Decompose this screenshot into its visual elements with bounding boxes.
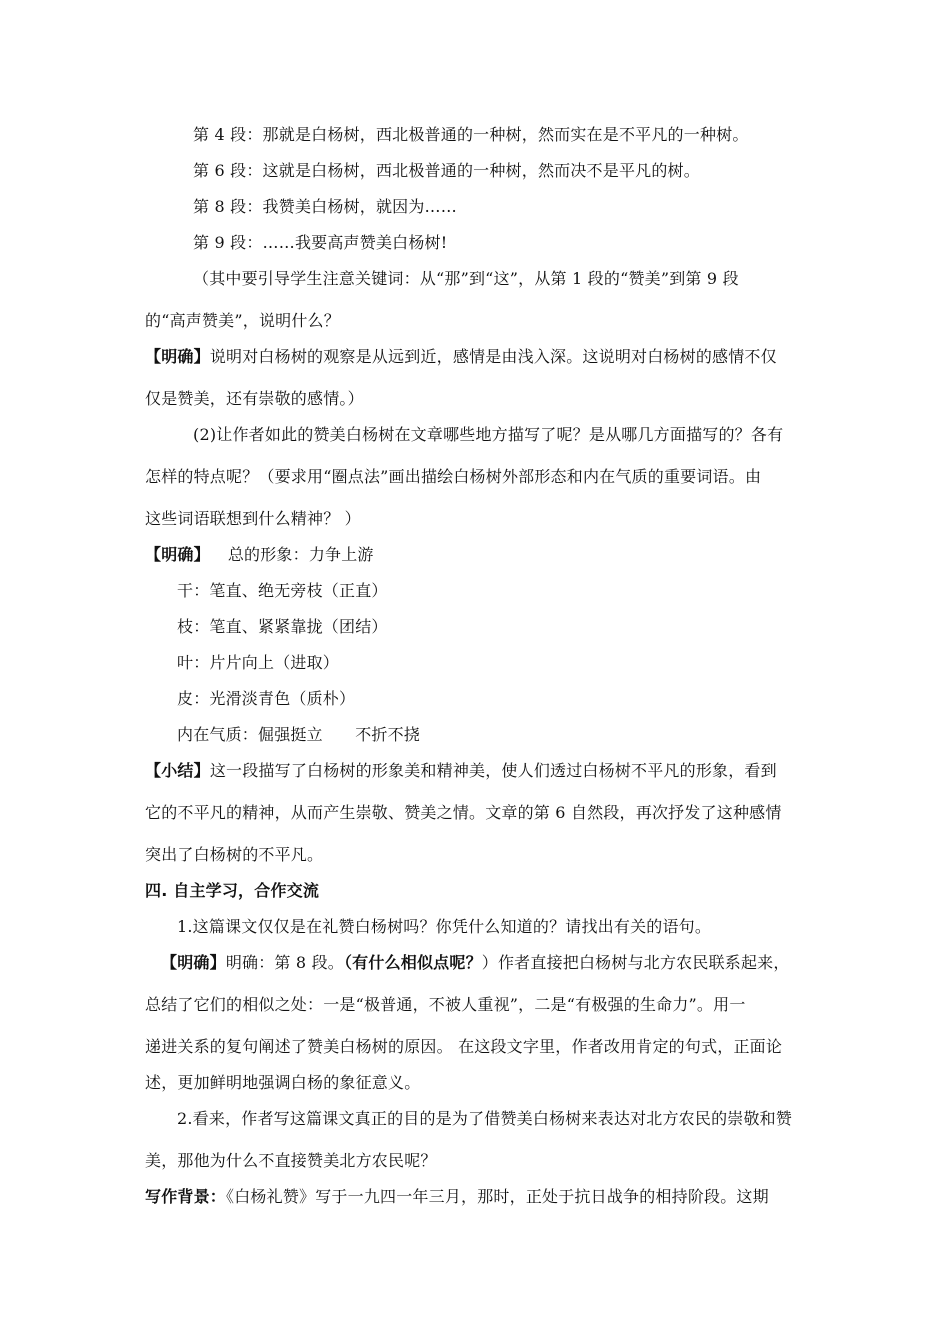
background-label: 写作背景： (145, 1187, 227, 1206)
answer-label: 【明确】 (145, 347, 210, 366)
background-text: 《白杨礼赞》写于一九四一年三月，那时，正处于抗日战争的相持阶段。这期 (226, 1187, 769, 1206)
trait-bark: 皮：光滑淡青色（质朴） (177, 689, 356, 708)
answer-block-3-line-4: 述，更加鲜明地强调白杨的象征意义。 (145, 1073, 421, 1092)
study-question-1: 1.这篇课文仅仅是在礼赞白杨树吗？你凭什么知道的？请找出有关的语句。 (177, 917, 712, 936)
teaching-note-line-1: （其中要引导学生注意关键词：从“那”到“这”，从第 1 段的“赞美”到第 9 段 (193, 269, 739, 288)
summary-text: 这一段描写了白杨树的形象美和精神美，使人们透过白杨树不平凡的形象，看到 (209, 761, 777, 780)
paragraph-4-quote: 第 4 段：那就是白杨树，西北极普通的一种树，然而实在是不平凡的一种树。 (193, 125, 749, 144)
summary-line-2: 它的不平凡的精神，从而产生崇敬、赞美之情。文章的第 6 自然段，再次抒发了这种感情 (145, 803, 782, 822)
trait-trunk: 干：笔直、绝无旁枝（正直） (177, 581, 388, 600)
study-question-2-line-2: 美，那他为什么不直接赞美北方农民呢？ (145, 1151, 437, 1170)
trait-inner-quality: 内在气质：倔强挺立 不折不挠 (177, 725, 421, 744)
teaching-note-line-2: 的“高声赞美”，说明什么？ (145, 311, 340, 330)
answer-block-3-line-2: 总结了它们的相似之处：一是“极普通，不被人重视”，二是“有极强的生命力”。用一 (145, 995, 746, 1014)
paragraph-9-quote: 第 9 段：……我要高声赞美白杨树! (193, 233, 448, 252)
trait-leaf: 叶：片片向上（进取） (177, 653, 340, 672)
answer-block-3-line-3: 递进关系的复句阐述了赞美白杨树的原因。 在这段文字里，作者改用肯定的句式，正面论 (145, 1037, 783, 1056)
section-heading-4: 四. 自主学习，合作交流 (145, 881, 320, 900)
question-2-line-3: 这些词语联想到什么精神？ ） (145, 509, 361, 528)
study-question-2-line-1: 2.看来，作者写这篇课文真正的目的是为了借赞美白杨树来表达对北方农民的崇敬和赞 (177, 1109, 793, 1128)
answer-block-3 (161, 952, 790, 974)
paragraph-8-quote: 第 8 段：我赞美白杨树，就因为…… (193, 197, 457, 216)
answer-bold-question: （有什么相似点呢？ (343, 953, 482, 972)
question-2-line-1: (2)让作者如此的赞美白杨树在文章哪些地方描写了呢？是从哪几方面描写的？各有 (193, 425, 784, 444)
summary-label: 【小结】 (145, 761, 210, 780)
answer-block-1 (145, 346, 777, 368)
answer-label: 【明确】 (161, 953, 226, 972)
answer-block-1-line-2: 仅是赞美，还有崇敬的感情。） (145, 389, 364, 408)
answer-text-b: ）作者直接把白杨树与北方农民联系起来， (481, 953, 790, 972)
trait-branch: 枝：笔直、紧紧靠拢（团结） (177, 617, 388, 636)
answer-label: 【明确】 (145, 545, 210, 564)
answer-text: 总的形象：力争上游 (227, 545, 374, 564)
answer-text-a: 明确：第 8 段。 (225, 953, 344, 972)
summary-block (145, 760, 777, 782)
summary-line-3: 突出了白杨树的不平凡。 (145, 845, 324, 864)
answer-text: 说明对白杨树的观察是从远到近，感情是由浅入深。这说明对白杨树的感情不仅 (209, 347, 777, 366)
paragraph-6-quote: 第 6 段：这就是白杨树，西北极普通的一种树，然而决不是平凡的树。 (193, 161, 700, 180)
question-2-line-2: 怎样的特点呢？（要求用“圈点法”画出描绘白杨树外部形态和内在气质的重要词语。由 (145, 467, 762, 486)
writing-background (145, 1186, 769, 1208)
answer-block-2 (145, 544, 374, 566)
